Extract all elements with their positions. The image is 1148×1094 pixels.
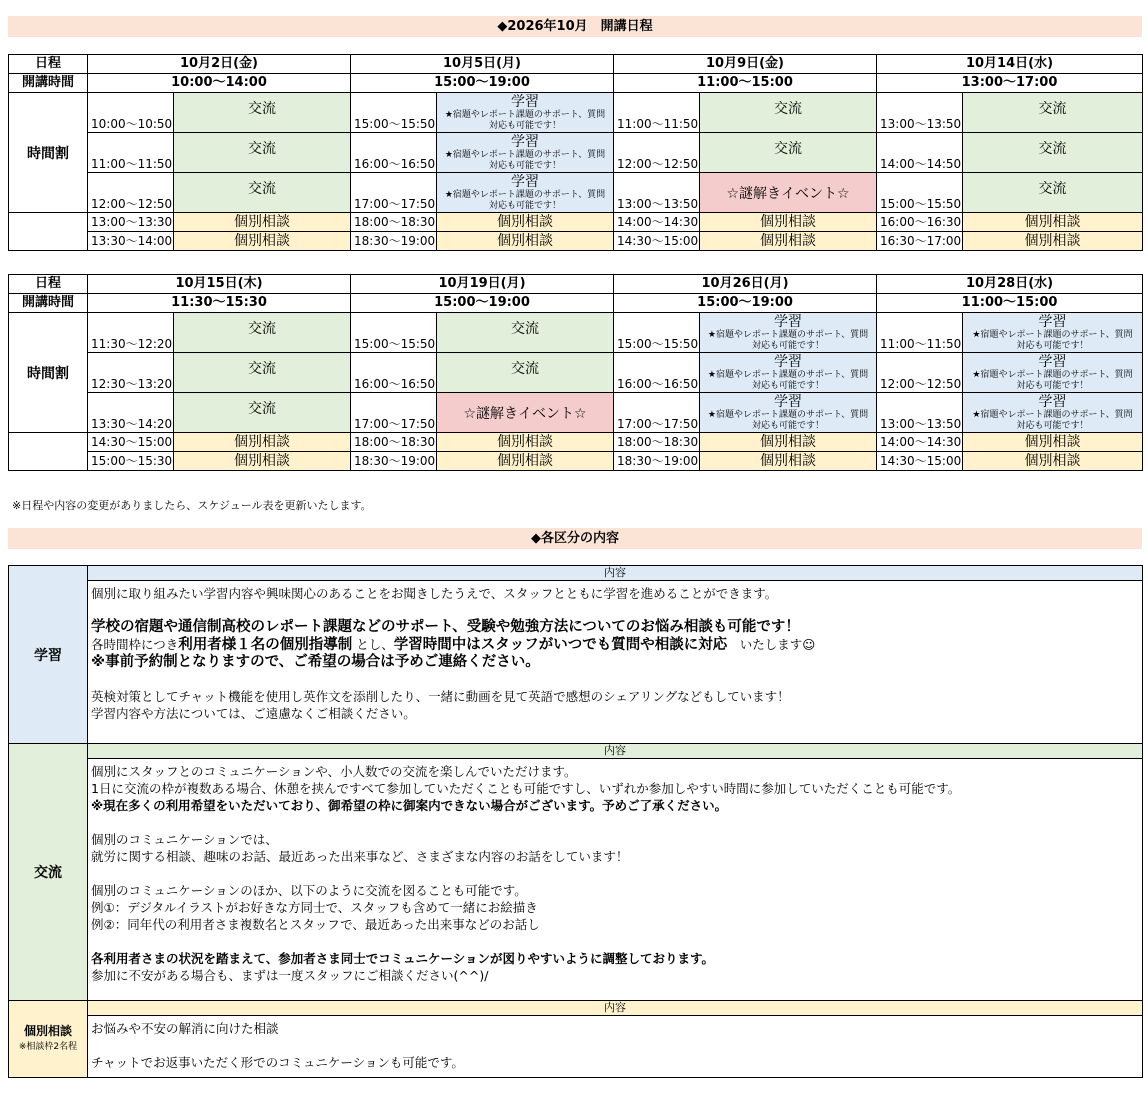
activity-gakushu — [963, 313, 1143, 353]
gakushu-title: 学習 — [1038, 394, 1067, 410]
time-slot: 18:30～19:00 — [351, 452, 437, 471]
time-slot: 15:00～15:50 — [614, 313, 700, 353]
gakushu-note: 対応も可能です！ — [1016, 381, 1089, 391]
gakushu-note: ★宿題やレポート課題のサポート、質問 — [707, 410, 869, 420]
activity-koryu: 交流 — [437, 353, 614, 393]
gakushu-text: 各時間枠につき — [91, 637, 179, 652]
activity-gakushu — [437, 173, 614, 213]
koryu-text: 1日に交流の枠が複数ある場合、休憩を挟んですべて参加していただくことも可能ですし、いずれか参加しやすい時間に参加していただくことも可能です。 — [91, 781, 961, 796]
gakushu-title: 学習 — [774, 354, 803, 370]
activity-gakushu — [437, 93, 614, 133]
time-slot: 15:00～15:50 — [351, 313, 437, 353]
activity-koryu: 交流 — [700, 93, 877, 133]
koryu-text: 参加に不安がある場合も、まずは一度スタッフにご相談ください(^^)/ — [91, 968, 489, 983]
gakushu-note: 対応も可能です！ — [488, 161, 561, 171]
time-slot: 12:00～12:50 — [614, 133, 700, 173]
gakushu-title: 学習 — [511, 94, 539, 110]
section-title: ◆各区分の内容 — [8, 528, 1142, 549]
spacer — [91, 671, 1139, 688]
time-slot: 11:00～11:50 — [614, 93, 700, 133]
gakushu-content — [88, 581, 1143, 744]
time-slot: 13:00～13:50 — [614, 173, 700, 213]
time-slot: 18:30～19:00 — [351, 232, 437, 251]
time-slot: 15:00～15:30 — [88, 452, 174, 471]
activity-kobetsu: 個別相談 — [174, 433, 351, 452]
time-slot: 16:00～16:50 — [351, 353, 437, 393]
koryu-label: 交流 — [9, 744, 88, 1001]
koryu-text: 個別にスタッフとのコミュニケーションや、小人数での交流を楽しんでいただけます。 — [91, 764, 577, 779]
gakushu-text: ※事前予約制となりますので、ご希望の場合は予めご連絡ください。 — [91, 654, 540, 670]
gakushu-title: 学習 — [511, 174, 539, 190]
kobetsu-label-text: 個別相談 — [23, 1024, 72, 1038]
kobetsu-content — [88, 1016, 1143, 1078]
activity-kobetsu: 個別相談 — [437, 213, 614, 232]
time-slot: 17:00～17:50 — [614, 393, 700, 433]
time-slot: 12:30～13:20 — [88, 353, 174, 393]
koryu-content — [88, 759, 1143, 1001]
spacer — [91, 814, 1139, 831]
activity-kobetsu: 個別相談 — [963, 213, 1143, 232]
day-hours: 13:00～17:00 — [877, 74, 1143, 93]
gakushu-title: 学習 — [1038, 314, 1067, 330]
activity-koryu: 交流 — [963, 173, 1143, 213]
koryu-text: 各利用者さまの状況を踏まえて、参加者さま同士でコミュニケーションが図りやすいように調整しております。 — [91, 951, 715, 966]
time-slot: 18:00～18:30 — [351, 433, 437, 452]
gakushu-note: ★宿題やレポート課題のサポート、質問 — [972, 370, 1133, 380]
gakushu-text-line — [91, 636, 1139, 654]
time-slot: 16:00～16:50 — [351, 133, 437, 173]
time-slot: 14:30～15:00 — [877, 452, 963, 471]
time-slot: 18:00～18:30 — [351, 213, 437, 232]
time-slot: 13:30～14:20 — [88, 393, 174, 433]
content-header: 内容 — [88, 1001, 1143, 1016]
timetable-label: 時間割 — [9, 313, 88, 433]
koryu-text: 例②：同年代の利用者さま複数名とスタッフで、最近あった出来事などのお話し — [91, 917, 540, 932]
activity-gakushu — [700, 313, 877, 353]
activity-koryu: 交流 — [174, 393, 351, 433]
activity-koryu: 交流 — [174, 93, 351, 133]
activity-koryu: 交流 — [174, 173, 351, 213]
gakushu-note: 対応も可能です！ — [1016, 421, 1089, 431]
koryu-text: 就労に関する相談、趣味のお話、最近あった出来事など、さまざまな内容のお話をしています！ — [91, 849, 629, 864]
time-slot: 11:00～11:50 — [877, 313, 963, 353]
time-slot: 18:30～19:00 — [614, 452, 700, 471]
gakushu-note: ★宿題やレポート課題のサポート、質問 — [707, 330, 869, 340]
activity-kobetsu: 個別相談 — [963, 452, 1143, 471]
time-slot: 15:00～15:50 — [351, 93, 437, 133]
activity-kobetsu: 個別相談 — [437, 433, 614, 452]
activity-gakushu — [700, 353, 877, 393]
schedule-table-week1 — [8, 54, 1143, 251]
time-slot: 13:00～13:30 — [88, 213, 174, 232]
day-date: 10月28日(水) — [877, 275, 1143, 294]
activity-kobetsu: 個別相談 — [174, 213, 351, 232]
time-slot: 14:30～15:00 — [88, 433, 174, 452]
activity-koryu: 交流 — [963, 133, 1143, 173]
day-date: 10月14日(水) — [877, 55, 1143, 74]
activity-kobetsu: 個別相談 — [963, 433, 1143, 452]
kobetsu-label — [9, 1001, 88, 1078]
spacer — [91, 1037, 1139, 1054]
time-slot: 13:00～13:50 — [877, 393, 963, 433]
gakushu-title: 学習 — [774, 314, 803, 330]
day-hours: 11:30～15:30 — [88, 294, 351, 313]
content-header: 内容 — [88, 744, 1143, 759]
time-slot: 10:00～10:50 — [88, 93, 174, 133]
gakushu-text: 個別に取り組みたい学習内容や興味関心のあることをお聞きしたうえで、スタッフとともに学習を進めることができます。 — [91, 586, 778, 601]
gakushu-text: 利用者様１名の個別指導制 — [178, 637, 353, 653]
day-date: 10月15日(木) — [88, 275, 351, 294]
activity-kobetsu: 個別相談 — [700, 213, 877, 232]
gakushu-title: 学習 — [1038, 354, 1067, 370]
time-slot: 16:30～17:00 — [877, 232, 963, 251]
gakushu-note: 対応も可能です！ — [488, 201, 561, 211]
time-slot: 12:00～12:50 — [88, 173, 174, 213]
time-slot: 17:00～17:50 — [351, 393, 437, 433]
day-date: 10月5日(月) — [351, 55, 614, 74]
gakushu-note: ★宿題やレポート課題のサポート、質問 — [972, 410, 1133, 420]
activity-kobetsu: 個別相談 — [437, 232, 614, 251]
spacer — [91, 865, 1139, 882]
category-description-table — [8, 565, 1143, 1078]
koryu-text: ※現在多くの利用希望をいただいており、御希望の枠に御案内できない場合がございます。予めご了承ください。 — [91, 798, 728, 813]
activity-koryu: 交流 — [700, 133, 877, 173]
koryu-text: 個別のコミュニケーションでは、 — [91, 832, 278, 847]
time-slot: 17:00～17:50 — [351, 173, 437, 213]
day-hours: 15:00～19:00 — [351, 294, 614, 313]
activity-koryu: 交流 — [437, 313, 614, 353]
time-slot: 14:00～14:30 — [614, 213, 700, 232]
gakushu-label: 学習 — [9, 566, 88, 744]
activity-kobetsu: 個別相談 — [963, 232, 1143, 251]
time-slot: 16:00～16:50 — [614, 353, 700, 393]
koryu-text: 個別のコミュニケーションのほか、以下のように交流を図ることも可能です。 — [91, 883, 527, 898]
gakushu-title: 学習 — [511, 134, 539, 150]
time-slot: 13:30～14:00 — [88, 232, 174, 251]
spacer — [91, 933, 1139, 950]
schedule-note: ※日程や内容の変更がありましたら、スケジュール表を更新いたします。 — [12, 499, 372, 512]
time-slot: 14:30～15:00 — [614, 232, 700, 251]
timetable-label-spacer — [9, 433, 88, 471]
gakushu-note: ★宿題やレポート課題のサポート、質問 — [444, 150, 606, 160]
time-slot: 12:00～12:50 — [877, 353, 963, 393]
day-hours: 11:00～15:00 — [877, 294, 1143, 313]
gakushu-note: ★宿題やレポート課題のサポート、質問 — [444, 190, 606, 200]
spacer — [91, 602, 1139, 619]
gakushu-text: 学校の宿題や通信制高校のレポート課題などのサポート、受験や勉強方法についてのお悩み相談も可能です！ — [91, 619, 800, 635]
activity-kobetsu: 個別相談 — [700, 452, 877, 471]
gakushu-text: 学習時間中はスタッフがいつでも質問や相談に対応 — [393, 637, 728, 653]
activity-gakushu — [963, 353, 1143, 393]
activity-gakushu — [700, 393, 877, 433]
timetable-label-spacer — [9, 213, 88, 251]
gakushu-note: 対応も可能です！ — [752, 421, 825, 431]
activity-kobetsu: 個別相談 — [700, 433, 877, 452]
kobetsu-label-sub: ※相談枠2名程 — [18, 1042, 78, 1052]
activity-kobetsu: 個別相談 — [174, 232, 351, 251]
activity-kobetsu: 個別相談 — [700, 232, 877, 251]
day-date: 10月19日(月) — [351, 275, 614, 294]
gakushu-note: 対応も可能です！ — [1016, 341, 1089, 351]
time-slot: 11:30～12:20 — [88, 313, 174, 353]
gakushu-text: とし、 — [352, 637, 394, 652]
hours-label: 開講時間 — [9, 74, 88, 93]
gakushu-note: ★宿題やレポート課題のサポート、質問 — [707, 370, 869, 380]
time-slot: 16:00～16:30 — [877, 213, 963, 232]
schedule-table-week2 — [8, 274, 1143, 471]
activity-koryu: 交流 — [174, 353, 351, 393]
time-slot: 18:00～18:30 — [614, 433, 700, 452]
time-slot: 11:00～11:50 — [88, 133, 174, 173]
activity-nazotoki: ☆謎解きイベント☆ — [700, 173, 877, 213]
time-slot: 14:00～14:50 — [877, 133, 963, 173]
time-slot: 13:00～13:50 — [877, 93, 963, 133]
date-label: 日程 — [9, 55, 88, 74]
day-hours: 11:00～15:00 — [614, 74, 877, 93]
koryu-text: 例①：デジタルイラストがお好きな方同士で、スタッフも含めて一緒にお絵描き — [91, 900, 538, 915]
activity-kobetsu: 個別相談 — [174, 452, 351, 471]
activity-koryu: 交流 — [174, 133, 351, 173]
hours-label: 開講時間 — [9, 294, 88, 313]
gakushu-note: 対応も可能です！ — [752, 381, 825, 391]
day-date: 10月2日(金) — [88, 55, 351, 74]
activity-gakushu — [963, 393, 1143, 433]
day-hours: 10:00～14:00 — [88, 74, 351, 93]
activity-kobetsu: 個別相談 — [437, 452, 614, 471]
time-slot: 15:00～15:50 — [877, 173, 963, 213]
day-date: 10月26日(月) — [614, 275, 877, 294]
page-title: ◆2026年10月 開講日程 — [8, 16, 1142, 37]
kobetsu-text: チャットでお返事いただく形でのコミュニケーションも可能です。 — [91, 1055, 464, 1070]
kobetsu-text: お悩みや不安の解消に向けた相談 — [91, 1021, 279, 1036]
gakushu-note: ★宿題やレポート課題のサポート、質問 — [444, 110, 606, 120]
activity-nazotoki: ☆謎解きイベント☆ — [437, 393, 614, 433]
gakushu-title: 学習 — [774, 394, 803, 410]
gakushu-text: いたします☺ — [727, 637, 816, 652]
time-slot: 14:00～14:30 — [877, 433, 963, 452]
activity-koryu: 交流 — [174, 313, 351, 353]
timetable-label: 時間割 — [9, 93, 88, 213]
gakushu-text: 英検対策としてチャット機能を使用し英作文を添削したり、一緒に動画を見て英語で感想のシェアリングなどもしています！ — [91, 689, 790, 704]
gakushu-note: 対応も可能です！ — [488, 121, 561, 131]
activity-koryu: 交流 — [963, 93, 1143, 133]
gakushu-note: 対応も可能です！ — [752, 341, 825, 351]
day-hours: 15:00～19:00 — [351, 74, 614, 93]
gakushu-text: 学習内容や方法については、ご遠慮なくご相談ください。 — [91, 706, 416, 721]
day-date: 10月9日(金) — [614, 55, 877, 74]
content-header: 内容 — [88, 566, 1143, 581]
activity-gakushu — [437, 133, 614, 173]
day-hours: 15:00～19:00 — [614, 294, 877, 313]
gakushu-note: ★宿題やレポート課題のサポート、質問 — [972, 330, 1133, 340]
date-label: 日程 — [9, 275, 88, 294]
